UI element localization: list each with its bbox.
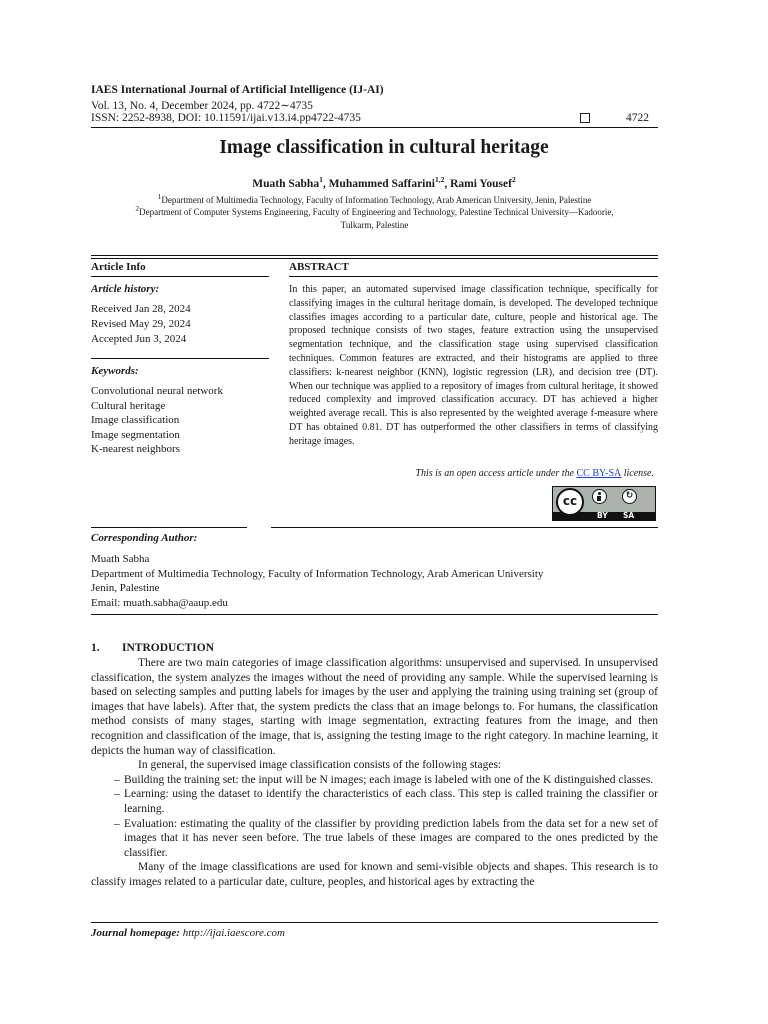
intro-paragraph-2: In general, the supervised image classification consists of the following stages: [138, 759, 502, 772]
by-attribution-icon [592, 489, 607, 504]
author-list [0, 175, 768, 190]
author-separator: , [322, 177, 329, 190]
intro-paragraph-3: Many of the image classifications are used for known and semi-visible objects and shapes. This research is to classify images related to a particular date, culture, peoples, and historical ages by extracting the [91, 861, 658, 888]
header-rule [91, 127, 658, 128]
corresponding-heading: Corresponding Author: [91, 532, 198, 544]
author-affiliation-mark: 2 [511, 175, 516, 184]
list-item [91, 773, 658, 788]
sharealike-icon: ↻ [622, 489, 637, 504]
journal-name: IAES International Journal of Artificial Intelligence (IJ-AI) [91, 84, 384, 96]
list-dash: – [114, 788, 120, 801]
article-info-heading: Article Info [91, 261, 146, 273]
info-top-rule-2 [91, 258, 658, 259]
author-name: Muath Sabha [252, 177, 320, 190]
affiliation-text: Department of Computer Systems Engineering, Faculty of Engineering and Technology, Palestine Technical University—Kadoorie, [139, 207, 614, 217]
volume-info: Vol. 13, No. 4, December 2024, pp. 4722∼4735 [91, 100, 313, 112]
keyword: Cultural heritage [91, 399, 166, 412]
author-name: Rami Yousef [450, 177, 512, 190]
introduction-body [91, 656, 658, 890]
keywords-heading: Keywords: [91, 365, 139, 377]
journal-homepage [91, 927, 285, 939]
homepage-url[interactable]: http://ijai.iaescore.com [179, 927, 285, 939]
list-item [91, 817, 658, 861]
history-heading: Article history: [91, 283, 160, 295]
affiliation-text: Tulkarm, Palestine [340, 219, 409, 230]
list-dash: – [114, 817, 120, 830]
issn-doi: ISSN: 2252-8938, DOI: 10.11591/ijai.v13.i4.pp4722-4735 [91, 112, 361, 124]
abstract-text: In this paper, an automated supervised image classification technique, specifically for classifying images in the cultural heritage domain, is developed. The developed technique classifies images according to a particular date, culture, people and historical age. The proposed technique consists of two stages, feature extraction using the unsupervised segmentation technique, and the classification stage using supervised classification techniques. Common features are extracted, and their histograms are applied to three classifiers: k-nearest neighbor (KNN), logistic regression (LR), and decision tree (DT). When our technique was applied to a repository of images from cultural heritage, it showed reduced complexity and improved classification accuracy. DT has achieved a higher weighted average recall. This is also represented by the weighted average f-measure where DT has obtained 0.81. DT has outperformed the other classifiers in terms of classifying heritage images. [289, 284, 658, 447]
open-access-note [289, 468, 654, 479]
section-number: 1. [91, 642, 100, 654]
abstract-body [289, 283, 658, 449]
corresponding-location: Jenin, Palestine [91, 582, 160, 594]
corresponding-details [91, 552, 658, 610]
author-separator: , [444, 177, 451, 190]
paper-title: Image classification in cultural heritage [219, 137, 549, 158]
list-dash: – [114, 773, 120, 786]
footer-rule [91, 922, 658, 923]
date-received: Received Jan 28, 2024 [91, 303, 191, 315]
author-affiliation-mark: 1,2 [434, 175, 445, 184]
list-item-text: Building the training set: the input will be N images; each image is labeled with one of the K distinguished classes. [124, 773, 654, 786]
license-link[interactable]: CC BY-SA [576, 468, 622, 479]
keywords-list [91, 384, 271, 457]
author-name: Muhammed Saffarini [328, 177, 435, 190]
corresponding-name: Muath Sabha [91, 553, 150, 565]
keyword: Convolutional neural network [91, 385, 223, 397]
corresponding-rule-right [271, 527, 658, 528]
homepage-label: Journal homepage: [91, 927, 180, 939]
intro-paragraph-1: There are two main categories of image classification algorithms: unsupervised and supervised. In unsupervised classification, the system analyzes the images without the need of providing any sample. While the supervised learning is based on selecting samples and putting labels for images by the user and applying the training using training set (group of images that have labels). After that, the system predicts the class that an image belongs to. For humans, the classification method consists of many stages, starting with image segmentation, extracting features from the image, and then recognition and classification of the image, that is, assigning the testing image to the right category. In machine learning, it depicts the human way of classification. [91, 657, 658, 757]
list-item-text: Learning: using the dataset to identify the characteristics of each class. This step is called training the classifier or learning. [124, 788, 658, 815]
corresponding-dept: Department of Multimedia Technology, Faculty of Information Technology, Arab American University [91, 567, 544, 580]
author-affiliation-mark: 1 [319, 175, 323, 184]
keyword: Image classification [91, 414, 180, 426]
keyword: K-nearest neighbors [91, 443, 180, 455]
cc-icon: cc [556, 488, 584, 516]
affiliation-text: Department of Multimedia Technology, Faculty of Information Technology, Arab American University, Jenin, Palestine [161, 195, 592, 205]
abstract-rule [289, 276, 658, 277]
article-info-rule [91, 276, 269, 277]
date-accepted: Accepted Jun 3, 2024 [91, 333, 187, 345]
list-item-text: Evaluation: estimating the quality of the classifier by providing prediction labels from the data set for a new set of images that it has never seen before. The true labels of these images are compared to the ones predicted by the classifier. [124, 817, 658, 859]
open-access-suffix: license. [621, 468, 654, 479]
page-number: 4722 [626, 112, 649, 124]
square-icon [580, 113, 590, 123]
info-top-rule [91, 255, 658, 256]
keyword: Image segmentation [91, 428, 180, 441]
corresponding-bottom-rule [91, 614, 658, 615]
section-heading: INTRODUCTION [122, 642, 215, 654]
affiliation-mark: 1 [157, 192, 162, 201]
list-item [91, 787, 658, 816]
corresponding-rule-left [91, 527, 247, 528]
affiliation-2 [91, 203, 658, 231]
keywords-rule [91, 358, 269, 359]
affiliation-mark: 2 [135, 204, 140, 213]
sa-label: SA [623, 511, 635, 520]
date-revised: Revised May 29, 2024 [91, 318, 191, 330]
by-label: BY [597, 511, 608, 520]
corresponding-email: Email: muath.sabha@aaup.edu [91, 596, 228, 609]
open-access-prefix: This is an open access article under the [415, 468, 577, 479]
abstract-heading: ABSTRACT [289, 261, 349, 273]
